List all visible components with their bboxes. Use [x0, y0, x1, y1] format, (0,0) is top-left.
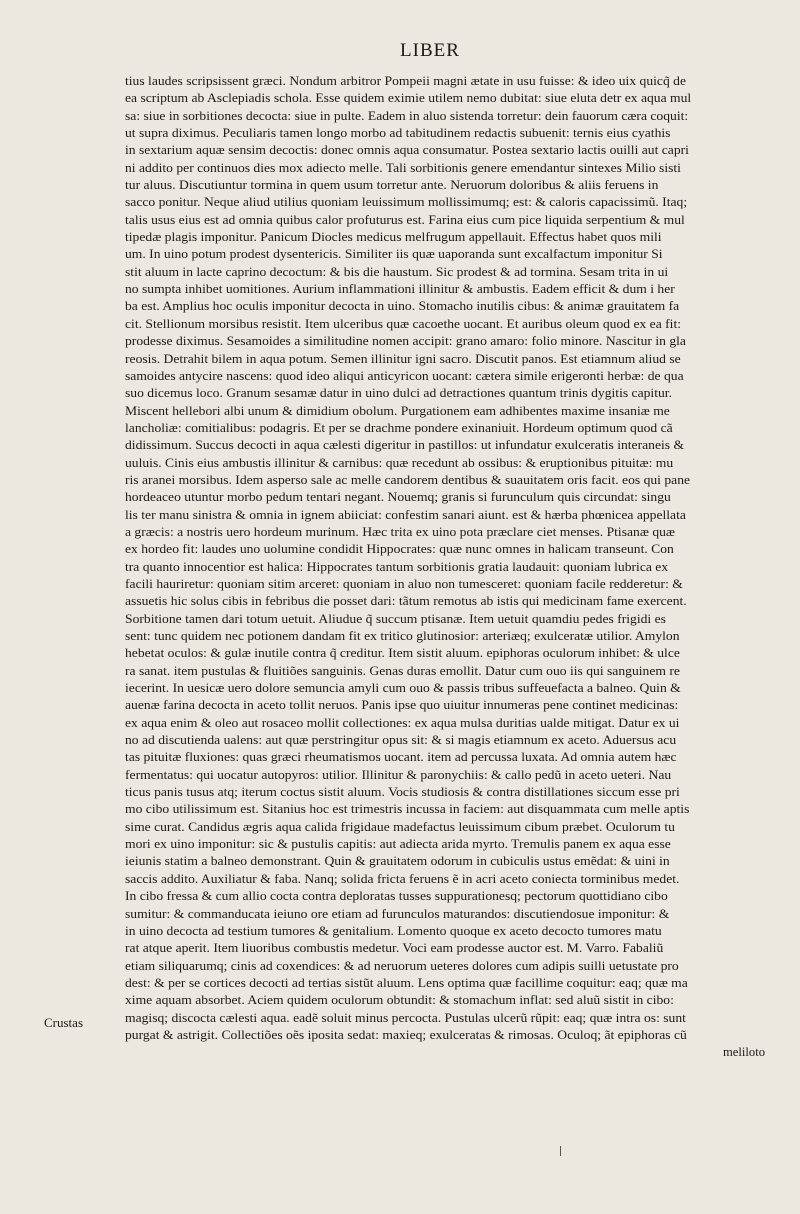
text-line: etiam siliquarumq; cinis ad coxendices: & ad neruorum ueteres dolores cum adipis suilli uetustate pro — [125, 958, 679, 973]
text-line: mori ex uino imponitur: sic & pustulis capitis: aut adiecta arida myrto. Tremulis panem ex aqua esse — [125, 837, 671, 852]
text-line: saccis addito. Auxiliatur & faba. Nanq; solida fricta feruens ẽ in acri aceto coniecta torminibus medet. — [125, 871, 680, 886]
text-line: hordeaceo utuntur morbo pedum tentari negant. Nouemq; granis si furunculum quis circundat: singu — [125, 490, 671, 505]
text-line: magisq; discocta cælesti aqua. eadẽ soluit minus percocta. Pustulas ulcerũ rũpit: eaq; quæ intra os: sunt — [125, 1010, 686, 1025]
text-line: ea scriptum ab Asclepiadis schola. Esse quidem eximie utilem nemo dubitat: siue eluta detr ex aqua mul — [125, 91, 692, 106]
text-line: cit. Stellionum morsibus resistit. Item ulceribus quæ cacoethe uocant. Et auribus oleum quod ex ea fit: — [125, 316, 682, 331]
text-line: dest: & per se cortices decocti ad tertias sistũt aluum. Lens optima quæ facillime coquitur: eaq; quæ ma — [125, 975, 688, 990]
text-line: tius laudes scripsissent græci. Nondum arbitror Pompeii magni ætate in usu fuisse: & ideo uix quicq̃ de — [125, 74, 686, 88]
text-line: a græcis: a nostris uero hordeum murinum. Hæc trita ex uino pota præclare ciet menses. Ptisanæ quæ — [125, 524, 675, 539]
text-line: mo cibo utilissimum est. Sitanius hoc est trimestris incussa in faciem: aut disquammata cum melle aptis — [125, 802, 690, 817]
text-line: didissimum. Succus decocti in aqua cælesti digeritur in pastillos: ut infundatur exulceratis interaneis & — [125, 438, 685, 453]
text-line: hebetat oculos: & gulæ inutile contra q̃ creditur. Item sistit aluum. epiphoras oculorum inhibet: & ulce — [125, 646, 680, 661]
text-line: no ad discutienda ualens: aut quæ perstringitur opus sit: & si magis etiamnum ex aceto. Aduersus acu — [125, 733, 677, 748]
text-line: rat atque aperit. Item liuoribus combustis medetur. Voci eam prodesse auctor est. M. Varro. Fabaliũ — [125, 941, 664, 956]
text-line: ba est. Amplius hoc oculis imponitur decocta in uino. Stomacho inutilis cibus: & animæ grauitatem fa — [125, 299, 680, 314]
text-line: ieiunis statim a balneo demonstrant. Quin & grauitatem odorum in cubiculis ustus emẽdat: & uini in — [125, 854, 670, 869]
text-line: fermentatus: qui uocatur autopyros: utilior. Illinitur & paronychiis: & callo pedũ in aceto ueteri. Nau — [125, 767, 672, 782]
text-line: uuluis. Cinis eius ambustis illinitur & carnibus: quæ recedunt ab ossibus: & eruptionibus pituitæ: mu — [125, 455, 674, 470]
text-line: sa: siue in sorbitiones decocta: siue in pulte. Eadem in aluo sistenda torretur: dein fauorum cæra coquit: — [125, 108, 689, 123]
text-line: lancholiæ: comitialibus: podagris. Et per se drachme pondere exinaniuit. Hordeum optimum quod cã — [125, 420, 673, 435]
text-line: ticus panis tusus atq; iterum coctus sistit aluum. Vocis studiosis & contra distillationes siccum esse pri — [125, 785, 680, 800]
text-line: ni addito per continuos dies mox adiecto melle. Tali sorbitionis genere emendantur sintexes Milio sisti — [125, 160, 681, 175]
text-line: reosis. Detrahit bilem in aqua potum. Semen illinitur igni sacro. Discutit panos. Est etiamnum aliud se — [125, 351, 681, 366]
text-line: sime curat. Candidus ægris aqua calida frigidaue madefactus leuissimum cibum præbet. Oculorum tu — [125, 819, 675, 834]
text-line: Miscent hellebori albi unum & dimidium obolum. Purgationem eam adhibentes maxime insaniæ me — [125, 403, 670, 418]
text-line: talis usus eius est ad omnia quibus calor profuturus est. Farina eius cum pice liquida serpentium & mul — [125, 212, 685, 227]
text-line: ra sanat. item pustulas & fluitiões sanguinis. Genas duras emollit. Datur cum ouo iis qui sanguinem re — [125, 663, 680, 678]
text-line: tas pituitæ fluxiones: quas græci rheumatismos uocant. item ad percussa luxata. Ad omnia autem hæc — [125, 750, 677, 765]
text-line: meliloto — [723, 1045, 765, 1060]
text-line: In cibo fressa & cum allio cocta contra deploratas tusses suppurationesq; pectorum quottidiano cibo — [125, 889, 668, 904]
text-line: samoides antycire nascens: quod ideo aliqui anticyricon uocant: cætera simile erigeronti herbæ: de qua — [125, 368, 684, 383]
text-line: sacco ponitur. Neque aliud utilius quoniam leuissimum mollissimumq; est: & caloris capacissimũ. Itaq; — [125, 195, 688, 210]
text-line: assuetis hic solus cibis in febribus die posset dari: tãtum remotus ab istis qui medicinam fame exercent. — [125, 594, 687, 609]
text-line: lis ter manu sinistra & omnia in ignem abiiciat: confestim sanari aiunt. est & hærba phœnicea appellata — [125, 507, 686, 522]
margin-note: Crustas — [44, 1015, 83, 1030]
running-header: LIBER — [400, 40, 460, 61]
text-line: tur aluus. Discutiuntur tormina in quem usum torretur ante. Neruorum doloribus & aliis feruens in — [125, 178, 659, 193]
text-line: stit aluum in lacte caprino decoctum: & bis die haustum. Sic prodest & ad tormina. Sesam trita in ui — [125, 264, 669, 279]
text-line: Sorbitione tamen dari totum uetuit. Aliudue q̃ succum ptisanæ. Item uetuit quamdiu pedes frigidi es — [125, 611, 666, 626]
text-line: suo dicemus loco. Granum sesamæ datur in uino dulci ad detractiones quantum trinis dygitis capitur. — [125, 386, 672, 401]
body-text — [125, 73, 767, 1062]
text-line: purgat & astrigit. Collectiões oẽs iposita sedat: maxieq; exulceratas & rimosas. Oculoq; ãt epiphoras cũ — [125, 1027, 687, 1042]
text-line: ex aqua enim & oleo aut rosaceo mollit collectiones: ex aqua mulsa duritias ualde mitigat. Datur ex ui — [125, 715, 680, 730]
text-line: ex hordeo fit: laudes uno uolumine condidit Hippocrates: quæ nunc omnes in halicam transeunt. Con — [125, 542, 674, 557]
text-line: tra quanto innocentior est halica: Hippocrates tantum sorbitionis gratia laudauit: quoniam lubrica ex — [125, 559, 669, 574]
text-line: ut supra diximus. Peculiaris tamen longo morbo ad tabitudinem redactis subuenit: ternis eius cyathis — [125, 126, 671, 141]
text-line: in sextarium aquæ sensim decoctis: donec omnis aqua consumatur. Postea sextario lactis ouilli aut capri — [125, 143, 689, 158]
text-line: sent: tunc quidem nec potionem dandam fit ex tritico glutinosior: arteriæq; exulceratæ utilior. Amylon — [125, 629, 680, 643]
text-line: ris aranei morsibus. Idem asperso sale ac melle candorem dentibus & suauitatem oris facit. eos qui pane — [125, 472, 691, 487]
text-line: iecerint. In uesicæ uero dolore semuncia amyli cum ouo & passis tribus suffeuefacta a balneo. Quin & — [125, 681, 681, 696]
text-line: xime aquam absorbet. Aciem quidem oculorum obtundit: & stomachum inflat: sed aluũ sistit in cibo: — [125, 993, 674, 1008]
text-line: facili hauriretur: quoniam sitim arceret: quoniam in aluo non tumesceret: quoniam facile redderetur: & — [125, 576, 683, 591]
text-line: tipedæ plagis imponitur. Panicum Diocles medicus melfrugum appellauit. Effectus habet quos mili — [125, 230, 662, 245]
text-line: sumitur: & commanducata ieiuno ore etiam ad furunculos maturandos: discutiendosue imponitur: & — [125, 906, 670, 921]
text-line: no sumpta inhibet uomitiones. Aurium inflammationi illinitur & ambustis. Eadem efficit & dum i her — [125, 282, 675, 297]
text-line: um. In uino potum prodest dysentericis. Similiter iis quæ uaporanda sunt excalfactum imponitur Si — [125, 247, 663, 262]
text-line: auenæ farina decocta in aceto tollit neruos. Panis ipse quo uiuitur innumeras pene continet medicinas: — [125, 698, 679, 713]
ink-mark — [560, 1146, 561, 1156]
text-line: prodesse diximus. Sesamoides a similitudine nomen accipit: grano amaro: folio minore. Nascitur in gla — [125, 334, 686, 349]
text-line: in uino decocta ad testium tumores & genitalium. Lomento quoque ex aceto decocto tumores matu — [125, 923, 662, 938]
